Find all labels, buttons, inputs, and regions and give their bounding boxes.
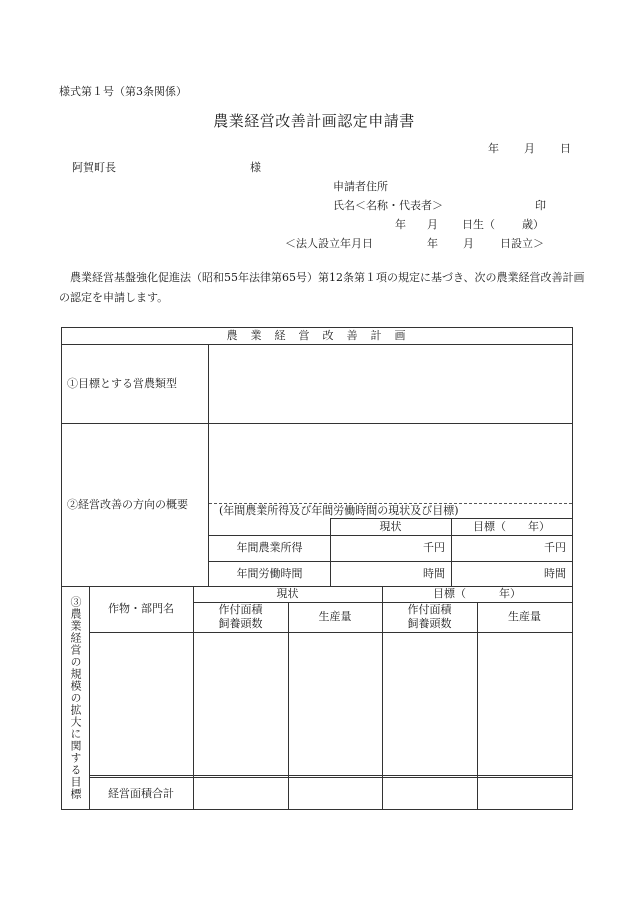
income-current-unit: 千円: [423, 541, 445, 554]
hours-current-unit: 時間: [423, 566, 445, 580]
current-production-header: 生産量: [318, 610, 352, 623]
current-area-header-line1: 作付面積: [218, 603, 263, 616]
seal-mark: 印: [535, 199, 546, 212]
section2-label: ②経営改善の方向の概要: [67, 497, 188, 511]
corp-established-label: ＜法人設立年月日: [285, 237, 373, 250]
applicant-address-label: 申請者住所: [333, 180, 388, 193]
target-production-header: 生産量: [508, 610, 541, 623]
addressee: 阿賀町長: [72, 161, 116, 174]
current-area-header-line2: 飼養頭数: [218, 617, 263, 630]
applicant-name-label: 氏名＜名称・代表者＞: [333, 199, 443, 212]
corp-month-label: 月: [463, 237, 474, 250]
application-statement: 農業経営基盤強化促進法（昭和55年法律第65号）第12条第１項の規定に基づき、次の農業経営改善計画の認定を申請します。: [59, 271, 585, 304]
birth-month-label: 月: [427, 218, 438, 231]
current-production-entry[interactable]: [289, 633, 381, 774]
crop-header: 作物・部門名: [108, 602, 174, 615]
target-production-entry[interactable]: [478, 633, 571, 774]
income-current-header: 現状: [379, 519, 402, 533]
total-area-label: 経営面積合計: [108, 786, 174, 800]
corp-year-label: 年: [427, 237, 438, 250]
section3-label: ③農業経営の規模の拡大に関する目標: [69, 596, 82, 800]
target-area-header: [382, 602, 477, 632]
target-area-header-line1: 作付面積: [407, 603, 452, 616]
document-title: 農業経営改善計画認定申請書: [213, 112, 415, 130]
form-number: 様式第１号（第3条関係）: [59, 85, 187, 98]
birth-year-label: 年: [395, 218, 406, 231]
date-day-label: 日: [560, 142, 571, 155]
scale-current-header: 現状: [276, 587, 299, 600]
plan-heading: 農 業 経 営 改 善 計 画: [226, 328, 407, 342]
section1-input[interactable]: [209, 345, 571, 422]
hours-target-unit: 時間: [544, 566, 566, 580]
age-label: 歳）: [522, 218, 544, 231]
income-target-unit: 千円: [544, 541, 566, 554]
corp-day-label: 日設立＞: [500, 237, 544, 250]
income-row-label: 年間農業所得: [236, 541, 303, 554]
scale-target-header: 目標（ 年）: [433, 587, 521, 600]
current-area-entry[interactable]: [194, 633, 287, 774]
hours-row-label: 年間労働時間: [236, 566, 303, 580]
date-year-label: 年: [488, 142, 499, 155]
income-note: (年間農業所得及び年間労働時間の現状及び目標): [219, 503, 459, 517]
section2-input[interactable]: [209, 424, 571, 502]
birth-day-label: 日生（: [462, 218, 495, 231]
crop-entry-area[interactable]: [90, 633, 192, 774]
target-area-entry[interactable]: [383, 633, 476, 774]
section1-label: ①目標とする営農類型: [67, 376, 177, 390]
date-month-label: 月: [524, 142, 535, 155]
target-area-header-line2: 飼養頭数: [407, 617, 452, 630]
current-area-header: [193, 602, 288, 632]
honorific: 様: [250, 161, 261, 174]
income-target-header: 目標（ 年）: [473, 519, 550, 533]
